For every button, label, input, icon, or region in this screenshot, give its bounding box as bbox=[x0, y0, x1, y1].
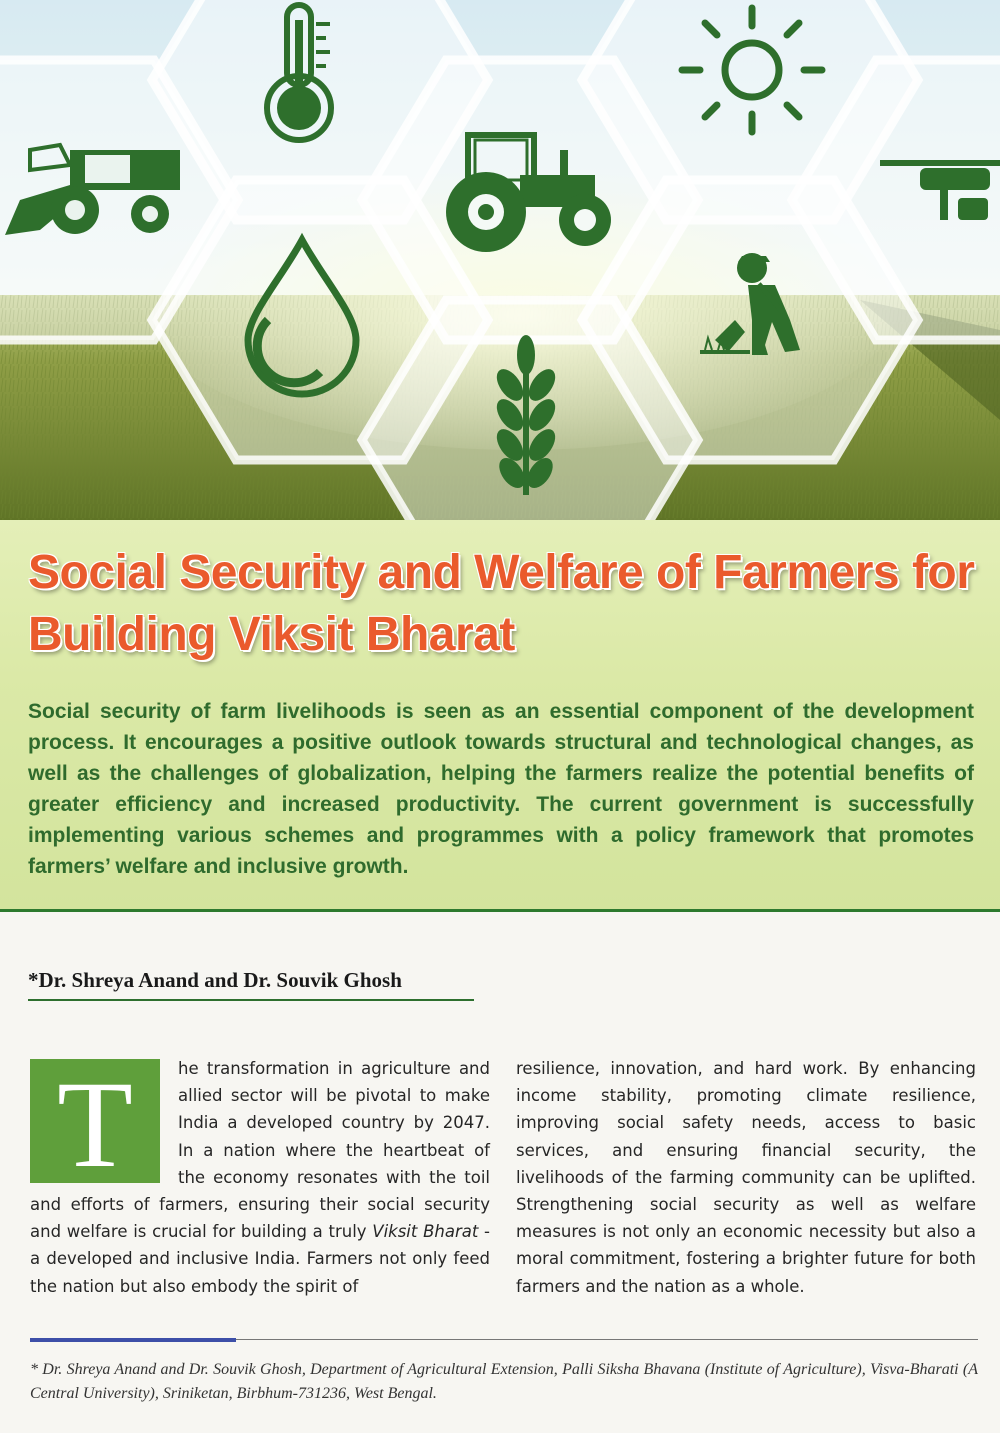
footnote-rule bbox=[236, 1339, 978, 1340]
viksit-bharat-emphasis: Viksit Bharat bbox=[372, 1222, 479, 1242]
author-footnote: * Dr. Shreya Anand and Dr. Souvik Ghosh, Department of Agricultural Extension, Palli Siksha Bhavana (Institute of Agriculture), Visva-Bharati (A Central University), Sriniketan, Birbhum-731236, West Bengal. bbox=[30, 1361, 978, 1402]
body-column-right: resilience, innovation, and hard work. By enhancing income stability, promoting climate resilience, improving social safety needs, access to basic services, and ensuring financial security, the livelihoods of the farming community can be uplifted. Strengthening social security as well as welfare measures is not only an economic necessity but also a moral commitment, fostering a brighter future for both farmers and the nation as a whole. bbox=[516, 1059, 976, 1296]
article-title: Social Security and Welfare of Farmers for Building Viksit Bharat bbox=[28, 546, 975, 661]
article-lead: Social security of farm livelihoods is seen as an essential component of the development process. It encourages a positive outlook towards structural and technological changes, as well as the challenges of globalization, helping the farmers realize the potential benefits of greater efficiency and increased productivity. The current government is successfully implementing various schemes and programmes with a policy framework that promotes farmers’ welfare and inclusive growth. bbox=[28, 700, 974, 878]
drop-cap: T bbox=[30, 1059, 160, 1183]
body-column-left bbox=[30, 1055, 490, 1300]
hero-illustration bbox=[0, 0, 1000, 520]
title-banner bbox=[0, 520, 1000, 912]
author-line: *Dr. Shreya Anand and Dr. Souvik Ghosh bbox=[28, 968, 474, 1001]
footnote-accent-rule bbox=[30, 1338, 236, 1342]
body-left-text: he transformation in agriculture and allied sector will be pivotal to make India a developed country by 2047. In a nation where the heartbeat of the economy resonates with the toil and efforts of farmers, ensuring their social security and welfare is crucial for building a truly bbox=[30, 1059, 490, 1242]
body-left-text-end: - a developed and inclusive India. Farmers not only feed the nation but also embody the spirit of bbox=[30, 1222, 490, 1296]
